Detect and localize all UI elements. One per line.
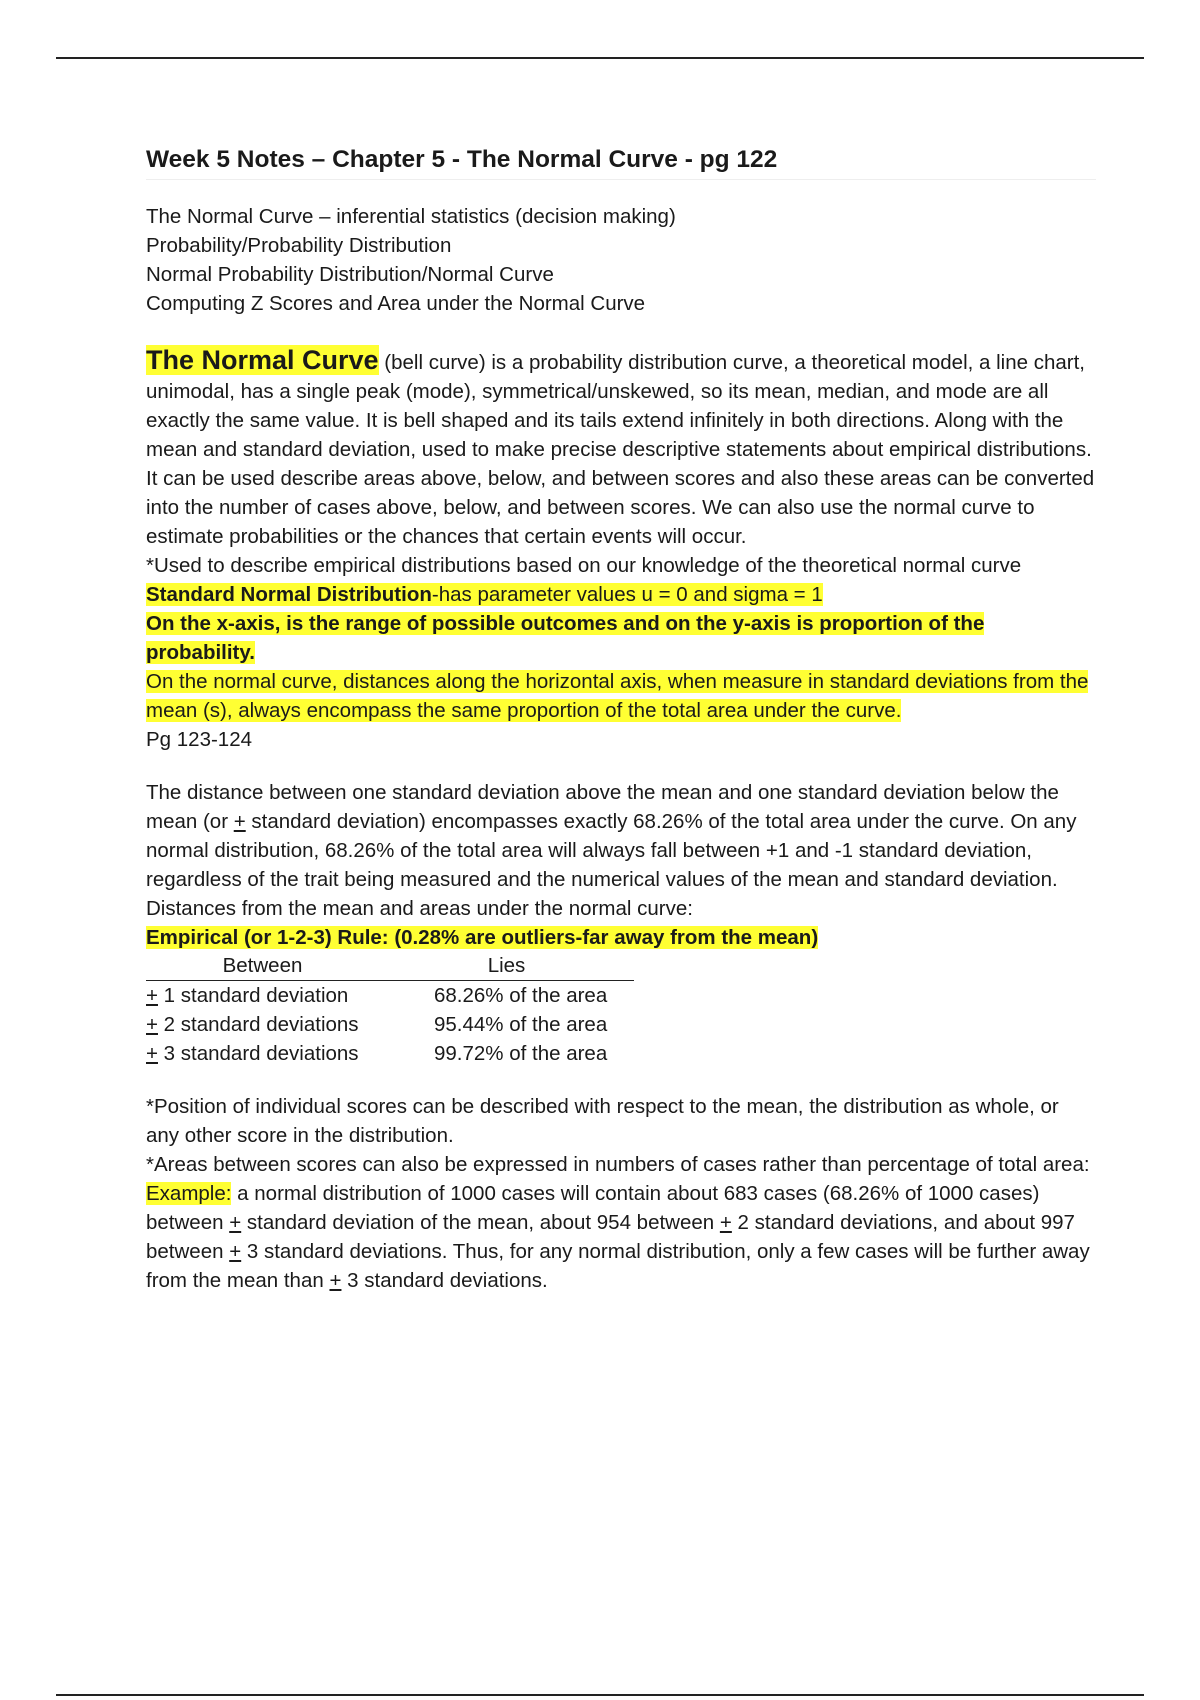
- normal-curve-definition: (bell curve) is a probability distribution curve, a theoretical model, a line chart, unimodal, has a single peak (mode), symmetrical/unskewed, so its mean, median, and mode are all exactly the same value. It is bell shaped and its tails extend infinitely in both directions. Along with the mean and standard deviation, used to make precise descriptive statements about empirical distributions. It can be used describe areas above, below, and between scores and also these areas can be converted into the number of cases above, below, and between scores. We can also use the normal curve to estimate probabilities or the chances that certain events will occur.: [146, 351, 1095, 548]
- plus-minus-symbol: +: [329, 1269, 342, 1292]
- standard-normal-text: -has parameter values u = 0 and sigma = 1: [431, 583, 823, 606]
- spacer: [146, 1068, 1096, 1092]
- intro-line: Probability/Probability Distribution: [146, 234, 452, 257]
- table-header-row: [146, 952, 634, 981]
- bottom-rule: [56, 1694, 1144, 1696]
- empirical-note: *Used to describe empirical distributions based on our knowledge of the theoretical normal curve: [146, 554, 1022, 577]
- axis-statement: On the x-axis, is the range of possible outcomes and on the y-axis is proportion of the probability.: [146, 612, 985, 664]
- lies-cell: 99.72% of the area: [434, 1042, 608, 1065]
- axis-statement-block: [146, 609, 1096, 667]
- empirical-rule-heading: Empirical (or 1-2-3) Rule: (0.28% are outliers-far away from the mean): [146, 926, 819, 949]
- intro-list: [146, 202, 1096, 318]
- between-text: 3 standard deviations: [157, 1042, 359, 1065]
- between-cell: [146, 1039, 379, 1068]
- intro-line: Normal Probability Distribution/Normal Curve: [146, 263, 554, 286]
- plus-minus-symbol: +: [229, 1211, 242, 1234]
- lies-cell: 68.26% of the area: [434, 984, 608, 1007]
- plus-minus-symbol: +: [229, 1240, 242, 1263]
- example-text: 3 standard deviations.: [341, 1269, 548, 1292]
- standard-normal-term: Standard Normal Distribution: [146, 583, 432, 606]
- distance-paragraph: [146, 778, 1096, 923]
- between-text: 2 standard deviations: [157, 1013, 359, 1036]
- example-text: 3 standard deviations. Thus, for any normal distribution, only a few cases will be further away from the mean than: [146, 1240, 1090, 1292]
- empirical-rule-block: [146, 923, 1096, 952]
- example-text: 2 standard deviations, and about 997 between: [146, 1211, 1075, 1263]
- spacer: [146, 318, 1096, 346]
- plus-minus-symbol: +: [146, 1042, 158, 1065]
- column-header-between: Between: [146, 952, 379, 981]
- between-text: 1 standard deviation: [157, 984, 349, 1007]
- top-rule: [56, 57, 1144, 59]
- example-paragraph: [146, 1179, 1096, 1295]
- empirical-rule-table: [146, 952, 634, 1068]
- intro-line: The Normal Curve – inferential statistics (decision making): [146, 205, 676, 228]
- example-label: Example:: [146, 1182, 232, 1205]
- page-reference: Pg 123-124: [146, 728, 253, 751]
- distance-text: The distance between one standard deviation above the mean and one standard deviation below the mean (or: [146, 781, 1059, 833]
- position-note: *Position of individual scores can be described with respect to the mean, the distribution as whole, or any other score in the distribution.: [146, 1095, 1059, 1147]
- between-cell: [146, 981, 379, 1011]
- table-row: [146, 981, 634, 1011]
- distance-statement: On the normal curve, distances along the horizontal axis, when measure in standard deviations from the mean (s), always encompass the same proportion of the total area under the curve.: [146, 670, 1089, 722]
- example-text: standard deviation of the mean, about 954 between: [241, 1211, 720, 1234]
- plus-minus-symbol: +: [719, 1211, 732, 1234]
- spacer: [146, 754, 1096, 778]
- column-header-lies: Lies: [379, 952, 634, 981]
- distance-text: standard deviation) encompasses exactly 68.26% of the total area under the curve. On any normal distribution, 68.26% of the total area will always fall between +1 and -1 standard deviation, regardless of the trait being measured and the numerical values of the mean and standard deviation. Distances from the mean and areas under the normal curve:: [146, 810, 1077, 920]
- table-row: [146, 1010, 634, 1039]
- intro-line: Computing Z Scores and Area under the Normal Curve: [146, 292, 646, 315]
- plus-minus-symbol: +: [146, 1013, 158, 1036]
- areas-note: *Areas between scores can also be expressed in numbers of cases rather than percentage of total area:: [146, 1153, 1090, 1176]
- standard-normal-line: [146, 580, 1096, 609]
- distance-statement-block: [146, 667, 1096, 725]
- plus-minus-symbol: +: [233, 810, 246, 833]
- table-row: [146, 1039, 634, 1068]
- lies-cell: 95.44% of the area: [434, 1013, 608, 1036]
- page-title: Week 5 Notes – Chapter 5 - The Normal Curve - pg 122: [146, 143, 1096, 180]
- document-body: [146, 143, 1096, 1295]
- between-cell: [146, 1010, 379, 1039]
- example-text: a normal distribution of 1000 cases will contain about 683 cases (68.26% of 1000 cases) between: [146, 1182, 1040, 1234]
- plus-minus-symbol: +: [146, 984, 158, 1007]
- normal-curve-term: The Normal Curve: [146, 345, 379, 375]
- normal-curve-paragraph: [146, 346, 1096, 551]
